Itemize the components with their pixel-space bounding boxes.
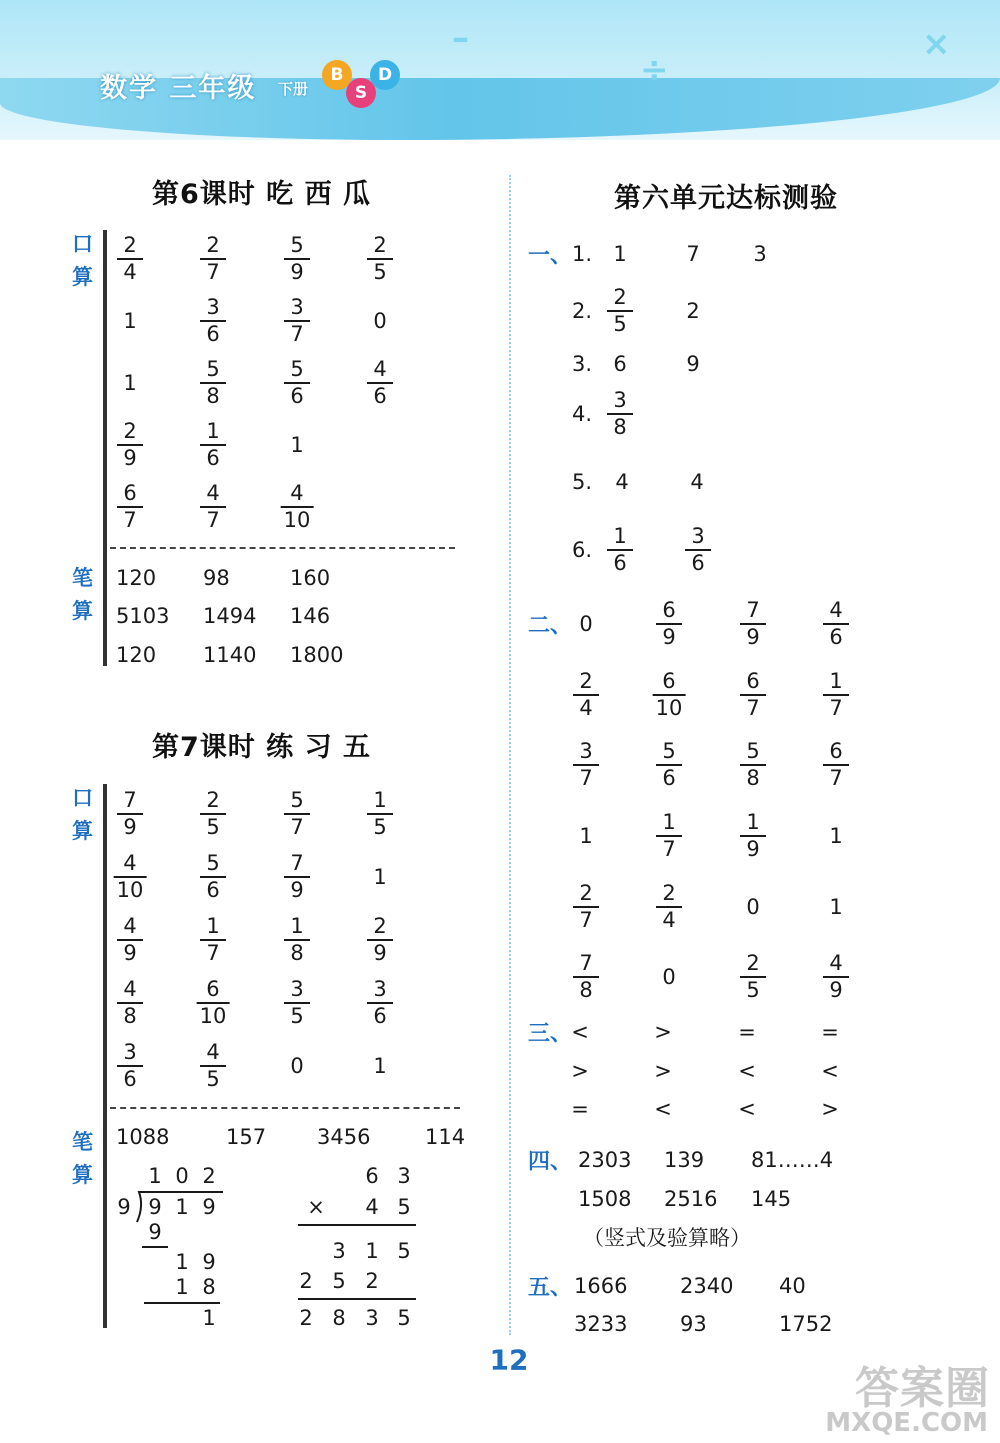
mult-digit: 5 — [397, 1306, 411, 1330]
answer-value: 6 — [613, 352, 627, 376]
numerator: 1 — [206, 914, 220, 938]
numerator: 4 — [123, 851, 137, 875]
denominator: 4 — [123, 260, 137, 284]
answer-value: 1666 — [574, 1274, 628, 1298]
answer-value: 1 — [373, 865, 387, 889]
division-step: 9 — [148, 1220, 162, 1244]
answer-value: 0 — [579, 612, 593, 636]
numerator: 3 — [206, 295, 220, 319]
mult-digit: 6 — [365, 1164, 379, 1188]
page-header — [0, 0, 1000, 140]
numerator: 2 — [123, 419, 137, 443]
answer-value: 2 — [686, 299, 700, 323]
answer-value: 1494 — [203, 604, 257, 628]
denominator: 8 — [613, 415, 627, 439]
answer-value: 1 — [373, 1054, 387, 1078]
numerator: 1 — [746, 810, 760, 834]
fraction — [117, 788, 143, 840]
lesson7-dashed-separator — [110, 1107, 460, 1109]
mult-digit: 2 — [299, 1306, 313, 1330]
mult-digit: 2 — [299, 1269, 313, 1293]
answer-value: 114 — [425, 1125, 466, 1149]
mult-digit: 2 — [365, 1269, 379, 1293]
part4-note: （竖式及验算略） — [583, 1226, 751, 1250]
numerator: 3 — [290, 977, 304, 1001]
answer-value: 2303 — [578, 1148, 632, 1172]
fraction — [656, 810, 682, 862]
denominator: 7 — [829, 766, 843, 790]
numerator: 2 — [206, 233, 220, 257]
label-char: 算 — [72, 265, 93, 289]
item-number: 1. — [572, 242, 593, 266]
division-dividend-digit: 9 — [202, 1195, 216, 1219]
denominator: 7 — [579, 766, 593, 790]
numerator: 4 — [829, 598, 843, 622]
numerator: 5 — [290, 233, 304, 257]
division-step: 9 — [202, 1250, 216, 1274]
lesson7-title: 第7课时 练 习 五 — [152, 732, 371, 763]
division-step: 8 — [202, 1275, 216, 1299]
denominator: 4 — [579, 696, 593, 720]
numerator: 2 — [123, 233, 137, 257]
fraction — [607, 524, 633, 576]
item-number: 2. — [572, 299, 593, 323]
fraction — [607, 285, 633, 337]
fraction — [740, 598, 766, 650]
denominator: 10 — [655, 696, 683, 720]
mult-rule — [298, 1298, 416, 1300]
watermark-logo: 答案圈 — [855, 1363, 990, 1414]
denominator: 8 — [206, 384, 220, 408]
denominator: 6 — [373, 384, 387, 408]
denominator: 10 — [199, 1004, 227, 1028]
fraction — [117, 977, 143, 1029]
numerator: 1 — [373, 788, 387, 812]
section-marker: 三、 — [528, 1021, 573, 1047]
denominator: 7 — [206, 260, 220, 284]
lesson6-vertical-rule — [103, 230, 107, 666]
book-title: 数学 三年级 — [100, 73, 257, 104]
answer-value: 1 — [829, 824, 843, 848]
answer-value: 40 — [779, 1274, 806, 1298]
mult-digit: 4 — [365, 1195, 379, 1219]
fraction — [656, 598, 682, 650]
numerator: 4 — [123, 977, 137, 1001]
fraction — [114, 851, 147, 903]
unit6-title: 第六单元达标测验 — [614, 183, 838, 214]
answer-value: 160 — [290, 566, 331, 590]
column-divider — [509, 175, 511, 1335]
answer-value: 1 — [123, 371, 137, 395]
numerator: 7 — [579, 951, 593, 975]
numerator: 1 — [206, 419, 220, 443]
answer-value: 1752 — [779, 1312, 833, 1336]
mult-digit: 5 — [397, 1239, 411, 1263]
lesson7-written-label — [72, 1126, 102, 1192]
answer-value: 0 — [662, 965, 676, 989]
numerator: 6 — [123, 481, 137, 505]
denominator: 7 — [662, 837, 676, 861]
comparison-sign: < — [654, 1097, 672, 1121]
numerator: 5 — [290, 788, 304, 812]
comparison-sign: > — [571, 1059, 589, 1083]
lesson7-vertical-rule — [103, 784, 107, 1328]
denominator: 7 — [829, 696, 843, 720]
fraction — [200, 851, 226, 903]
division-quotient-digit: 1 — [148, 1164, 162, 1188]
comparison-sign: = — [738, 1020, 756, 1044]
comparison-sign: < — [738, 1059, 756, 1083]
watermark-url: MXQE.COM — [825, 1408, 988, 1438]
denominator: 8 — [123, 1004, 137, 1028]
division-quotient-digit: 0 — [175, 1164, 189, 1188]
fraction — [367, 977, 393, 1029]
numerator: 1 — [290, 914, 304, 938]
answer-value: 5103 — [116, 604, 170, 628]
fraction — [284, 295, 310, 347]
division-remainder: 1 — [202, 1306, 216, 1330]
fraction — [200, 481, 226, 533]
denominator: 6 — [123, 1067, 137, 1091]
numerator: 2 — [613, 285, 627, 309]
numerator: 2 — [662, 881, 676, 905]
comparison-sign: > — [654, 1020, 672, 1044]
answer-value: 1508 — [578, 1187, 632, 1211]
numerator: 5 — [290, 357, 304, 381]
denominator: 7 — [206, 508, 220, 532]
numerator: 5 — [662, 739, 676, 763]
comparison-sign: > — [821, 1097, 839, 1121]
answer-value: 1 — [123, 309, 137, 333]
fraction — [117, 1040, 143, 1092]
denominator: 5 — [613, 312, 627, 336]
numerator: 5 — [206, 357, 220, 381]
fraction — [740, 810, 766, 862]
fraction — [607, 388, 633, 440]
division-dividend-digit: 9 — [148, 1195, 162, 1219]
denominator: 6 — [613, 551, 627, 575]
answer-value: 0 — [746, 895, 760, 919]
item-number: 3. — [572, 352, 593, 376]
answer-value: 120 — [116, 566, 157, 590]
numerator: 6 — [662, 598, 676, 622]
division-rule — [142, 1246, 168, 1248]
label-char: 算 — [72, 819, 93, 843]
book-volume: 下册 — [278, 80, 309, 98]
numerator: 7 — [123, 788, 137, 812]
denominator: 9 — [373, 941, 387, 965]
division-step: 1 — [175, 1275, 189, 1299]
denominator: 9 — [746, 837, 760, 861]
numerator: 6 — [206, 977, 220, 1001]
fraction — [740, 739, 766, 791]
comparison-sign: < — [571, 1020, 589, 1044]
comparison-sign: > — [654, 1059, 672, 1083]
denominator: 6 — [206, 322, 220, 346]
item-number: 6. — [572, 538, 593, 562]
denominator: 6 — [662, 766, 676, 790]
numerator: 3 — [123, 1040, 137, 1064]
numerator: 2 — [579, 881, 593, 905]
publisher-badge-d: D — [370, 60, 400, 90]
denominator: 9 — [123, 941, 137, 965]
comparison-sign: < — [738, 1097, 756, 1121]
denominator: 7 — [746, 696, 760, 720]
numerator: 4 — [290, 481, 304, 505]
mult-digit: 5 — [332, 1269, 346, 1293]
denominator: 8 — [579, 978, 593, 1002]
answer-value: 146 — [290, 604, 331, 628]
numerator: 1 — [613, 524, 627, 548]
page-number: 12 — [489, 1343, 529, 1377]
fraction — [656, 881, 682, 933]
fraction — [117, 914, 143, 966]
answer-value: 81……4 — [751, 1148, 834, 1172]
fraction — [653, 669, 686, 721]
denominator: 6 — [206, 446, 220, 470]
answer-value: 4 — [690, 470, 704, 494]
denominator: 8 — [290, 941, 304, 965]
denominator: 7 — [290, 322, 304, 346]
lesson6-dashed-separator — [110, 547, 455, 549]
denominator: 5 — [206, 815, 220, 839]
numerator: 7 — [746, 598, 760, 622]
fraction — [117, 481, 143, 533]
fraction — [573, 739, 599, 791]
mult-digit: 8 — [332, 1306, 346, 1330]
denominator: 10 — [283, 508, 311, 532]
answer-value: 1 — [290, 433, 304, 457]
fraction — [200, 233, 226, 285]
fraction — [200, 1040, 226, 1092]
section-marker: 一、 — [528, 243, 573, 269]
denominator: 9 — [123, 815, 137, 839]
answer-value: 2516 — [664, 1187, 718, 1211]
answer-value: 9 — [686, 352, 700, 376]
numerator: 2 — [746, 951, 760, 975]
answer-value: 4 — [615, 470, 629, 494]
label-char: 算 — [72, 599, 93, 623]
numerator: 4 — [206, 481, 220, 505]
numerator: 2 — [206, 788, 220, 812]
division-quotient-digit: 2 — [202, 1164, 216, 1188]
mult-digit: 3 — [397, 1164, 411, 1188]
answer-value: 0 — [373, 309, 387, 333]
fraction — [740, 951, 766, 1003]
denominator: 7 — [579, 908, 593, 932]
answer-value: 157 — [226, 1125, 267, 1149]
denominator: 9 — [290, 878, 304, 902]
fraction — [367, 914, 393, 966]
answer-value: 120 — [116, 643, 157, 667]
denominator: 7 — [206, 941, 220, 965]
fraction — [284, 357, 310, 409]
publisher-badge-s: S — [346, 78, 376, 108]
mult-rule — [298, 1224, 416, 1226]
fraction — [284, 788, 310, 840]
denominator: 6 — [691, 551, 705, 575]
fraction — [284, 914, 310, 966]
section-marker: 五、 — [528, 1275, 573, 1301]
answer-value: 93 — [680, 1312, 707, 1336]
answer-value: 2340 — [680, 1274, 734, 1298]
denominator: 5 — [290, 1004, 304, 1028]
fraction — [367, 233, 393, 285]
numerator: 3 — [290, 295, 304, 319]
fraction — [823, 669, 849, 721]
denominator: 8 — [746, 766, 760, 790]
numerator: 7 — [290, 851, 304, 875]
divide-sign-decoration: ÷ — [640, 50, 669, 90]
mult-digit: 5 — [397, 1195, 411, 1219]
numerator: 4 — [123, 914, 137, 938]
publisher-badge-b: B — [322, 60, 352, 90]
section-marker: 二、 — [528, 613, 573, 639]
numerator: 5 — [206, 851, 220, 875]
fraction — [367, 357, 393, 409]
numerator: 1 — [662, 810, 676, 834]
fraction — [656, 739, 682, 791]
fraction — [740, 669, 766, 721]
lesson6-written-label — [72, 562, 102, 628]
answer-value: 1800 — [290, 643, 344, 667]
denominator: 9 — [123, 446, 137, 470]
mult-digit: 3 — [365, 1306, 379, 1330]
numerator: 4 — [206, 1040, 220, 1064]
fraction — [284, 851, 310, 903]
numerator: 5 — [746, 739, 760, 763]
answer-value: 1140 — [203, 643, 257, 667]
denominator: 4 — [662, 908, 676, 932]
label-char: 笔 — [72, 566, 93, 590]
mult-digit: 1 — [365, 1239, 379, 1263]
mult-digit: 3 — [332, 1239, 346, 1263]
answer-value: 145 — [751, 1187, 792, 1211]
label-char: 口 — [72, 786, 93, 810]
fraction — [200, 914, 226, 966]
numerator: 2 — [373, 914, 387, 938]
label-char: 笔 — [72, 1130, 93, 1154]
numerator: 2 — [579, 669, 593, 693]
denominator: 6 — [290, 384, 304, 408]
denominator: 9 — [829, 978, 843, 1002]
label-char: 口 — [72, 232, 93, 256]
fraction — [573, 669, 599, 721]
comparison-sign: = — [571, 1097, 589, 1121]
numerator: 6 — [746, 669, 760, 693]
answer-value: 1 — [613, 242, 627, 266]
answer-value: 98 — [203, 566, 230, 590]
fraction — [200, 788, 226, 840]
fraction — [573, 881, 599, 933]
section-marker: 四、 — [528, 1149, 573, 1175]
numerator: 4 — [373, 357, 387, 381]
denominator: 7 — [290, 815, 304, 839]
fraction — [117, 419, 143, 471]
fraction — [823, 598, 849, 650]
fraction — [823, 739, 849, 791]
minus-sign-decoration: – — [452, 18, 469, 58]
denominator: 10 — [116, 878, 144, 902]
numerator: 3 — [373, 977, 387, 1001]
numerator: 6 — [662, 669, 676, 693]
numerator: 6 — [829, 739, 843, 763]
fraction — [200, 419, 226, 471]
fraction — [823, 951, 849, 1003]
denominator: 9 — [662, 625, 676, 649]
numerator: 3 — [691, 524, 705, 548]
denominator: 5 — [373, 260, 387, 284]
numerator: 2 — [373, 233, 387, 257]
fraction — [367, 788, 393, 840]
item-number: 5. — [572, 470, 593, 494]
denominator: 6 — [829, 625, 843, 649]
answer-value: 1 — [829, 895, 843, 919]
denominator: 6 — [206, 878, 220, 902]
fraction — [117, 233, 143, 285]
answer-value: 3233 — [574, 1312, 628, 1336]
answer-value: 139 — [664, 1148, 705, 1172]
fraction — [281, 481, 314, 533]
mult-operator: × — [307, 1195, 325, 1219]
answer-value: 1 — [579, 824, 593, 848]
numerator: 3 — [579, 739, 593, 763]
fraction — [284, 233, 310, 285]
fraction — [685, 524, 711, 576]
lesson6-title: 第6课时 吃 西 瓜 — [152, 179, 371, 210]
answer-value: 7 — [686, 242, 700, 266]
numerator: 3 — [613, 388, 627, 412]
denominator: 5 — [746, 978, 760, 1002]
numerator: 1 — [829, 669, 843, 693]
denominator: 5 — [373, 815, 387, 839]
fraction — [200, 295, 226, 347]
answer-value: 0 — [290, 1054, 304, 1078]
denominator: 5 — [206, 1067, 220, 1091]
answer-value: 1088 — [116, 1125, 170, 1149]
division-dividend-digit: 1 — [175, 1195, 189, 1219]
answer-value: 3456 — [317, 1125, 371, 1149]
item-number: 4. — [572, 402, 593, 426]
denominator: 9 — [746, 625, 760, 649]
denominator: 6 — [373, 1004, 387, 1028]
times-sign-decoration: × — [922, 24, 951, 64]
numerator: 4 — [829, 951, 843, 975]
answer-value: 3 — [753, 242, 767, 266]
division-rule — [144, 1302, 220, 1304]
fraction — [284, 977, 310, 1029]
comparison-sign: < — [821, 1059, 839, 1083]
label-char: 算 — [72, 1163, 93, 1187]
fraction — [200, 357, 226, 409]
denominator: 7 — [123, 508, 137, 532]
lesson6-oral-label — [72, 228, 102, 294]
lesson7-oral-label — [72, 782, 102, 848]
fraction — [197, 977, 230, 1029]
division-step: 1 — [175, 1250, 189, 1274]
fraction — [573, 951, 599, 1003]
comparison-sign: = — [821, 1020, 839, 1044]
denominator: 9 — [290, 260, 304, 284]
division-divisor: 9 — [117, 1195, 131, 1219]
